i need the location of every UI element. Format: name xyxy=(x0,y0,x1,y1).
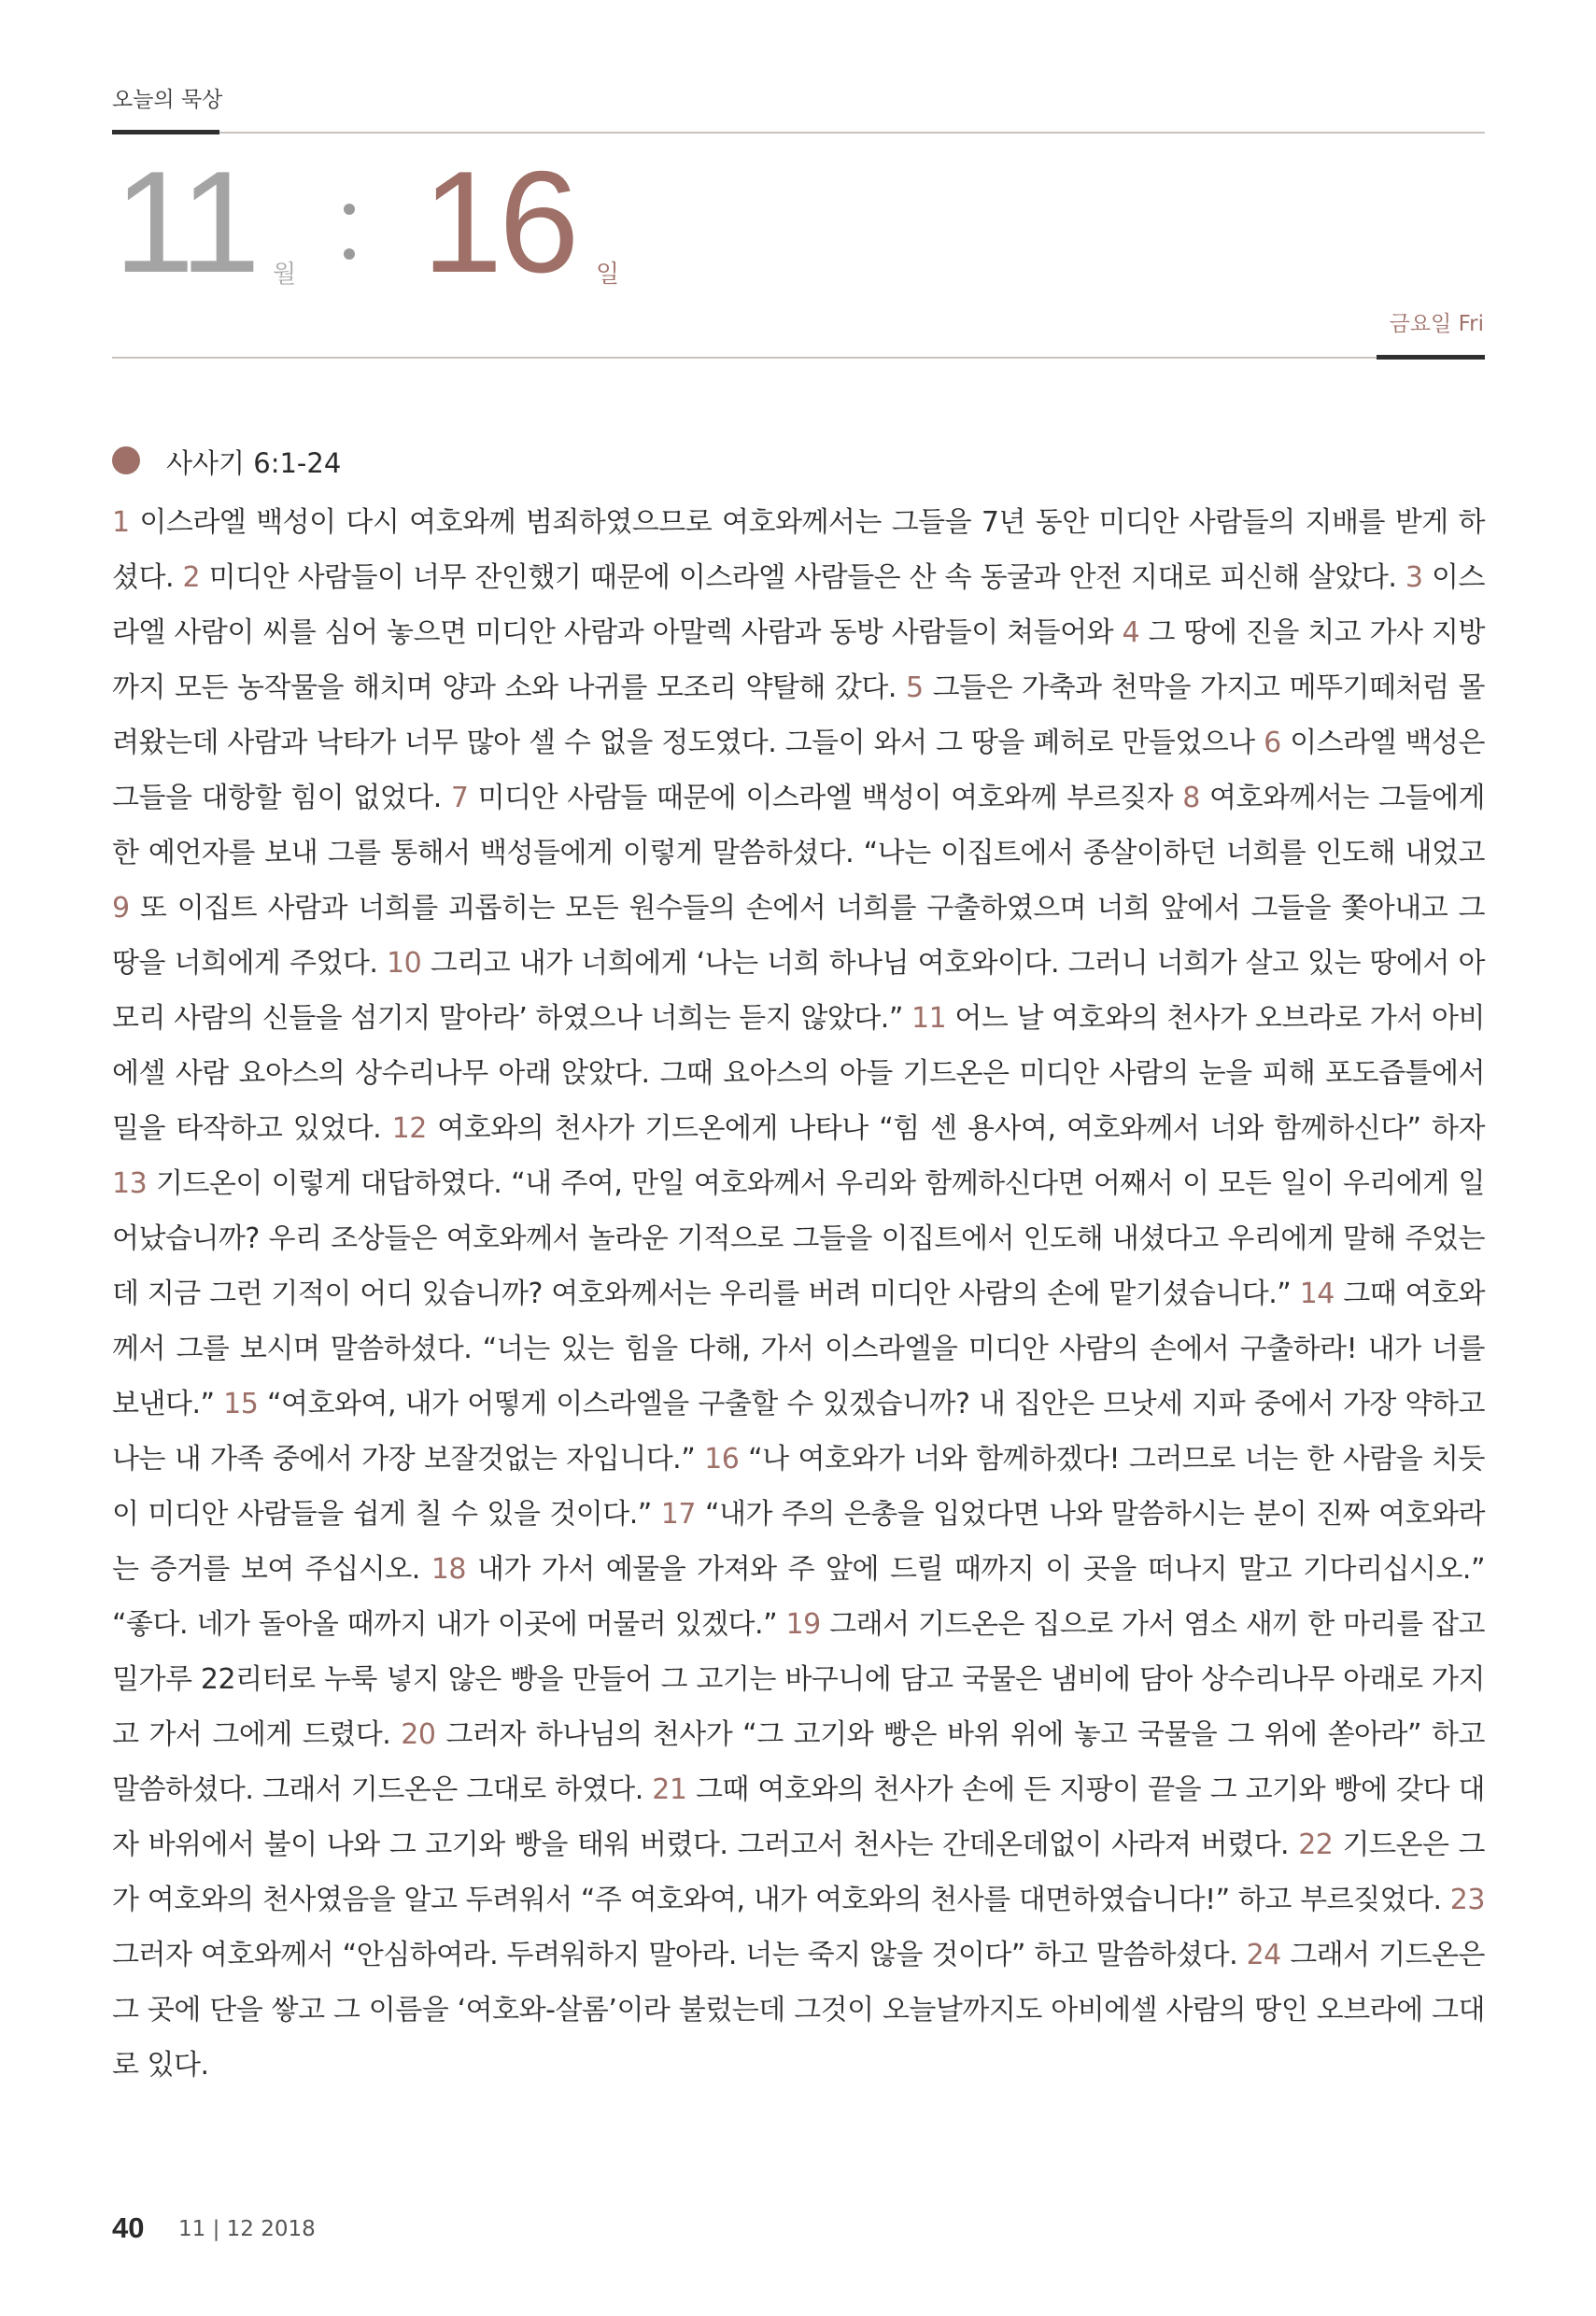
verse-number: 14 xyxy=(1299,1278,1335,1310)
section-label: 오늘의 묵상 xyxy=(112,88,223,112)
verse-text: “나 여호와가 너와 함께하겠다! 그러므로 너는 한 사람을 치듯이 미디안 사람들을 쉽게 칠 수 있을 것이다.” xyxy=(112,1443,1485,1531)
verse-number: 16 xyxy=(704,1443,740,1476)
header-divider-accent xyxy=(1377,355,1485,360)
verse-text: 그러자 여호와께서 “안심하여라. 두려워하지 말아라. 너는 죽지 않을 것이다” 하고 말씀하셨다. xyxy=(112,1939,1238,1971)
scripture-body xyxy=(112,495,1485,2093)
page-number: 40 xyxy=(112,2211,145,2244)
verse-text: 미디안 사람들이 너무 잔인했기 때문에 이스라엘 사람들은 산 속 동굴과 안전 지대로 피신해 살았다. xyxy=(208,561,1397,594)
verse-text: 이스라엘 백성은 그들을 대항할 힘이 없었다. xyxy=(112,727,1486,814)
verse-text: 미디안 사람들 때문에 이스라엘 백성이 여호와께 부르짖자 xyxy=(477,782,1174,814)
verse-number: 20 xyxy=(401,1718,436,1751)
verse-number: 8 xyxy=(1182,782,1200,814)
date-month-unit: 월 xyxy=(273,261,297,289)
verse-number: 6 xyxy=(1264,727,1281,759)
bullet-dot-icon xyxy=(112,446,140,474)
verse-number: 13 xyxy=(112,1167,148,1200)
date-separator xyxy=(344,204,357,261)
verse-text: 이스라엘 사람이 씨를 심어 놓으면 미디안 사람과 아말렉 사람과 동방 사람들이 쳐들어와 xyxy=(112,561,1485,649)
verse-text: 그래서 기드온은 집으로 가서 염소 새끼 한 마리를 잡고 밀가루 22리터로 누룩 넣지 않은 빵을 만들어 그 고기는 바구니에 담고 국물은 냄비에 담아 상수리나무 아래로 가지고 가서 그에게 드렸다. xyxy=(112,1608,1485,1751)
verse-number: 22 xyxy=(1298,1829,1334,1861)
date-day: 16 xyxy=(422,141,576,303)
verse-text: 어느 날 여호와의 천사가 오브라로 가서 아비에셀 사람 요아스의 상수리나무 아래 앉았다. 그때 요아스의 아들 기드온은 미디안 사람의 눈을 피해 포도즙틀에서 밀을 타작하고 있었다. xyxy=(112,1002,1486,1145)
verse-number: 4 xyxy=(1122,616,1140,649)
weekday-label: 금요일 Fri xyxy=(1389,312,1484,336)
verse-text: “여호와여, 내가 어떻게 이스라엘을 구출할 수 있겠습니까? 내 집안은 므낫세 지파 중에서 가장 약하고 나는 내 가족 중에서 가장 보잘것없는 자입니다.” xyxy=(112,1388,1485,1476)
separator-dot-top xyxy=(344,204,355,215)
verse-number: 5 xyxy=(905,671,924,704)
verse-text: 여호와의 천사가 기드온에게 나타나 “힘 센 용사여, 여호와께서 너와 함께하신다” 하자 xyxy=(437,1112,1485,1145)
verse-number: 2 xyxy=(182,561,201,594)
verse-number: 21 xyxy=(652,1773,687,1806)
verse-text: 기드온이 이렇게 대답하였다. “내 주여, 만일 여호와께서 우리와 함께하신다면 어째서 이 모든 일이 우리에게 일어났습니까? 우리 조상들은 여호와께서 놀라운 기적으로 그들을 이집트에서 인도해 내셨다고 우리에게 말해 주었는데 지금 그런 기적이 어디 있습니까? 여호와께서는 우리를 버려 미디안 사람의 손에 맡기셨습니다.” xyxy=(112,1167,1485,1310)
verse-text: 그 땅에 진을 치고 가사 지방까지 모든 농작물을 해치며 양과 소와 나귀를 모조리 약탈해 갔다. xyxy=(112,616,1485,704)
verse-text: 그래서 기드온은 그 곳에 단을 쌓고 그 이름을 ‘여호와-살롬’이라 불렀는데 그것이 오늘날까지도 아비에셀 사람의 땅인 오브라에 그대로 있다. xyxy=(112,1939,1485,2082)
verse-text: 기드온은 그가 여호와의 천사였음을 알고 두려워서 “주 여호와여, 내가 여호와의 천사를 대면하였습니다!” 하고 부르짖었다. xyxy=(112,1829,1485,1916)
scripture-reference: 사사기 6:1-24 xyxy=(166,447,342,479)
date-month: 11 xyxy=(114,141,257,303)
date-day-unit: 일 xyxy=(596,261,620,289)
verse-number: 1 xyxy=(112,506,130,539)
verse-text: 그러자 하나님의 천사가 “그 고기와 빵은 바위 위에 놓고 국물을 그 위에 쏟아라” 하고 말씀하셨다. 그래서 기드온은 그대로 하였다. xyxy=(112,1718,1485,1806)
verse-number: 3 xyxy=(1405,561,1423,594)
verse-number: 24 xyxy=(1246,1939,1281,1971)
verse-number: 18 xyxy=(431,1553,466,1586)
issue-date: 11 | 12 2018 xyxy=(178,2217,316,2241)
verse-number: 12 xyxy=(391,1112,427,1145)
verse-text: 그때 여호와의 천사가 손에 든 지팡이 끝을 그 고기와 빵에 갖다 대자 바위에서 불이 나와 그 고기와 빵을 태워 버렸다. 그러고서 천사는 간데온데없이 사라져 버렸다. xyxy=(112,1773,1485,1861)
verse-number: 9 xyxy=(112,892,130,925)
verse-text: 그들은 가축과 천막을 가지고 메뚜기떼처럼 몰려왔는데 사람과 낙타가 너무 많아 셀 수 없을 정도였다. 그들이 와서 그 땅을 폐허로 만들었으나 xyxy=(112,671,1485,759)
verse-number: 7 xyxy=(450,782,469,814)
verse-number: 15 xyxy=(223,1388,259,1420)
verse-text: “내가 주의 은총을 입었다면 나와 말씀하시는 분이 진짜 여호와라는 증거를 보여 주십시오. xyxy=(112,1498,1485,1586)
verse-number: 23 xyxy=(1449,1884,1485,1916)
verse-text: 이스라엘 백성이 다시 여호와께 범죄하였으므로 여호와께서는 그들을 7년 동안 미디안 사람들의 지배를 받게 하셨다. xyxy=(112,506,1486,594)
verse-number: 10 xyxy=(386,947,422,980)
verse-text: 여호와께서는 그들에게 한 예언자를 보내 그를 통해서 백성들에게 이렇게 말씀하셨다. “나는 이집트에서 종살이하던 너희를 인도해 내었고 xyxy=(112,782,1485,869)
verse-number: 19 xyxy=(785,1608,821,1641)
header-divider xyxy=(112,357,1485,359)
verse-text: 내가 가서 예물을 가져와 주 앞에 드릴 때까지 이 곳을 떠나지 말고 기다리십시오.” “좋다. 네가 돌아올 때까지 내가 이곳에 머물러 있겠다.” xyxy=(112,1553,1485,1641)
verse-number: 11 xyxy=(911,1002,947,1035)
separator-dot-bottom xyxy=(344,248,355,260)
verse-text: 그때 여호와께서 그를 보시며 말씀하셨다. “너는 있는 힘을 다해, 가서 이스라엘을 미디안 사람의 손에서 구출하라! 내가 너를 보낸다.” xyxy=(112,1278,1486,1420)
verse-text: 또 이집트 사람과 너희를 괴롭히는 모든 원수들의 손에서 너희를 구출하였으며 너희 앞에서 그들을 쫓아내고 그 땅을 너희에게 주었다. xyxy=(112,892,1485,980)
verse-text: 그리고 내가 너희에게 ‘나는 너희 하나님 여호와이다. 그러니 너희가 살고 있는 땅에서 아모리 사람의 신들을 섬기지 말아라’ 하였으나 너희는 듣지 않았다.” xyxy=(112,947,1485,1035)
verse-number: 17 xyxy=(660,1498,696,1531)
top-divider-accent xyxy=(112,130,219,134)
top-divider xyxy=(112,132,1485,134)
